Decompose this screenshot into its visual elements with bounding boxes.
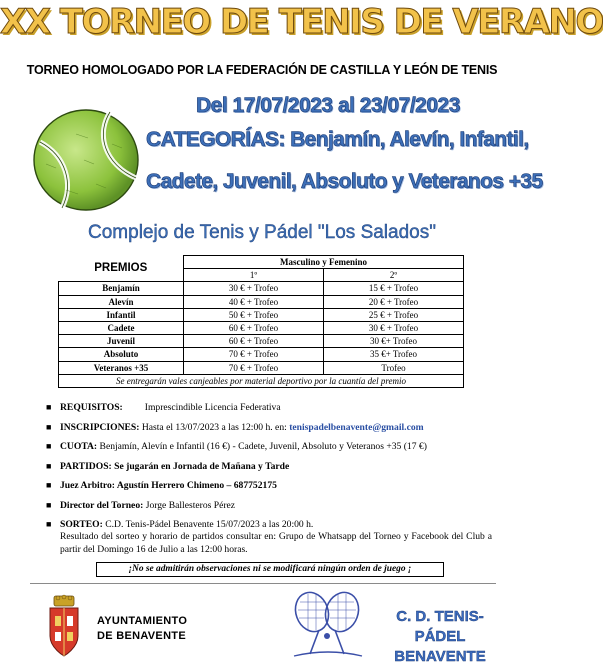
requisitos-item bbox=[46, 402, 281, 413]
bullet-icon: ■ bbox=[46, 500, 52, 510]
col-second-header: 2º bbox=[323, 269, 463, 282]
row-first-prize: 60 € + Trofeo bbox=[184, 335, 324, 348]
tournament-title: XX TORNEO DE TENIS DE VERANO bbox=[0, 2, 603, 42]
partidos-label: PARTIDOS: bbox=[60, 461, 112, 472]
bullet-icon: ■ bbox=[46, 461, 52, 471]
table-row bbox=[59, 295, 464, 308]
ayuntamiento-line-1: AYUNTAMIENTO bbox=[97, 615, 188, 627]
row-category: Alevín bbox=[59, 295, 184, 308]
partidos-value: Se jugarán en Jornada de Mañana y Tarde bbox=[111, 461, 290, 472]
table-row bbox=[59, 348, 464, 361]
cuota-label: CUOTA: bbox=[60, 441, 98, 452]
sorteo-value: C.D. Tenis-Pádel Benavente 15/07/2023 a las 20:00 h. bbox=[102, 519, 314, 530]
warning-notice: ¡No se admitirán observaciones ni se modificará ningún orden de juego ¡ bbox=[96, 562, 444, 577]
row-category: Infantil bbox=[59, 308, 184, 321]
prizes-label: PREMIOS bbox=[94, 262, 148, 275]
ayuntamiento-name bbox=[97, 614, 187, 644]
group-header: Masculino y Femenino bbox=[184, 256, 464, 269]
table-row bbox=[59, 282, 464, 295]
juez-item bbox=[46, 480, 277, 491]
requisitos-value: Imprescindible Licencia Federativa bbox=[144, 402, 281, 413]
club-name bbox=[376, 607, 504, 667]
club-line-2: BENAVENTE bbox=[394, 648, 486, 665]
email-link[interactable]: tenispadelbenavente@gmail.com bbox=[289, 422, 424, 433]
tournament-subtitle: TORNEO HOMOLOGADO POR LA FEDERACIÓN DE CASTILLA Y LEÓN DE TENIS bbox=[26, 63, 498, 77]
table-row bbox=[59, 335, 464, 348]
tennis-ball-icon bbox=[26, 104, 142, 216]
row-category: Benjamín bbox=[59, 282, 184, 295]
divider bbox=[30, 583, 496, 584]
row-first-prize: 70 € + Trofeo bbox=[184, 348, 324, 361]
row-second-prize: 25 € + Trofeo bbox=[323, 308, 463, 321]
inscripciones-label: INSCRIPCIONES: bbox=[60, 422, 140, 433]
bullet-icon: ■ bbox=[46, 422, 52, 432]
sorteo-detail: Resultado del sorteo y horario de partidos consultar en: Grupo de Whatsapp del Torneo y Facebook del Club a partir del Domingo 16 de Julio a las 12:00 horas. bbox=[60, 531, 492, 555]
juez-value: Agustín Herrero Chimeno – 687752175 bbox=[114, 480, 277, 491]
coat-of-arms-icon bbox=[46, 594, 82, 658]
tournament-dates: Del 17/07/2023 al 23/07/2023 bbox=[196, 94, 460, 117]
row-second-prize: 35 €+ Trofeo bbox=[323, 348, 463, 361]
row-category: Veteranos +35 bbox=[59, 361, 184, 374]
table-row bbox=[59, 308, 464, 321]
row-second-prize: 30 € + Trofeo bbox=[323, 321, 463, 334]
table-row bbox=[59, 361, 464, 374]
row-second-prize: 30 €+ Trofeo bbox=[323, 335, 463, 348]
row-category: Cadete bbox=[59, 321, 184, 334]
row-first-prize: 30 € + Trofeo bbox=[184, 282, 324, 295]
col-first-header: 1º bbox=[184, 269, 324, 282]
requisitos-label: REQUISITOS: bbox=[60, 402, 123, 413]
ayuntamiento-line-2: DE BENAVENTE bbox=[97, 630, 186, 642]
partidos-item bbox=[46, 461, 290, 472]
juez-label: Juez Arbitro: bbox=[60, 480, 115, 491]
bullet-icon: ■ bbox=[46, 402, 52, 412]
club-line-1: C. D. TENIS-PÁDEL bbox=[396, 608, 484, 645]
inscripciones-item bbox=[46, 422, 424, 433]
venue-name: Complejo de Tenis y Pádel "Los Salados" bbox=[88, 222, 436, 243]
inscripciones-value: Hasta el 13/07/2023 a las 12:00 h. en: bbox=[139, 422, 290, 433]
table-row bbox=[59, 321, 464, 334]
sorteo-item bbox=[46, 519, 492, 556]
bullet-icon: ■ bbox=[46, 519, 52, 529]
row-first-prize: 70 € + Trofeo bbox=[184, 361, 324, 374]
row-category: Absoluto bbox=[59, 348, 184, 361]
prizes-table bbox=[58, 255, 464, 388]
categories-line-1: CATEGORÍAS: Benjamín, Alevín, Infantil, bbox=[146, 128, 529, 151]
row-first-prize: 50 € + Trofeo bbox=[184, 308, 324, 321]
row-second-prize: 20 € + Trofeo bbox=[323, 295, 463, 308]
row-category: Juvenil bbox=[59, 335, 184, 348]
bullet-icon: ■ bbox=[46, 441, 52, 451]
sorteo-label: SORTEO: bbox=[60, 519, 103, 530]
director-item bbox=[46, 500, 236, 511]
cuota-value: Benjamín, Alevín e Infantil (16 €) - Cadete, Juvenil, Absoluto y Veteranos +35 (17 €) bbox=[97, 441, 427, 452]
prizes-note: Se entregarán vales canjeables por material deportivo por la cuantía del premio bbox=[59, 374, 464, 387]
director-value: Jorge Ballesteros Pérez bbox=[143, 500, 236, 511]
tennis-racket-logo-icon bbox=[286, 588, 370, 662]
row-second-prize: Trofeo bbox=[323, 361, 463, 374]
cuota-item bbox=[46, 441, 427, 452]
categories-line-2: Cadete, Juvenil, Absoluto y Veteranos +35 bbox=[146, 170, 543, 193]
row-first-prize: 60 € + Trofeo bbox=[184, 321, 324, 334]
bullet-icon: ■ bbox=[46, 480, 52, 490]
row-first-prize: 40 € + Trofeo bbox=[184, 295, 324, 308]
row-second-prize: 15 € + Trofeo bbox=[323, 282, 463, 295]
director-label: Director del Torneo: bbox=[60, 500, 144, 511]
